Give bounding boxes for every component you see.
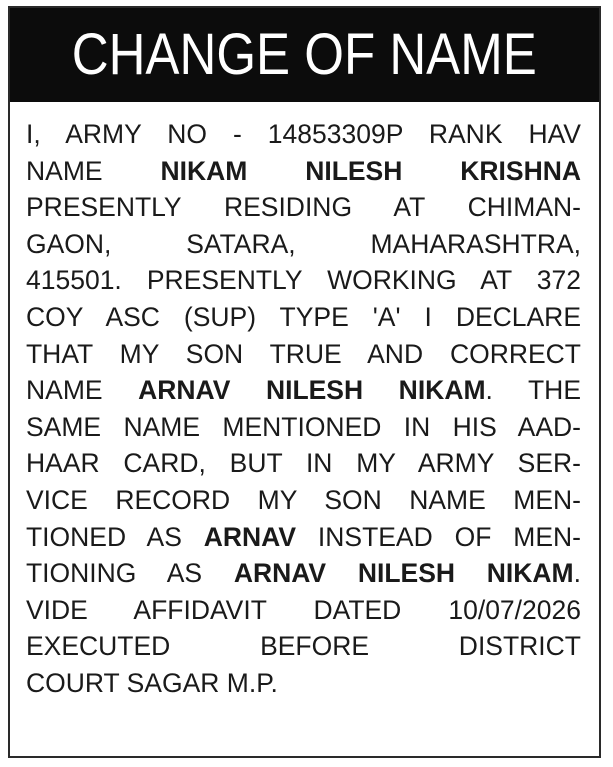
notice-text: TIONED AS (26, 521, 204, 552)
notice-text: COY ASC (SUP) TYPE 'A' I DECLARE (26, 301, 581, 332)
notice-line (26, 299, 581, 336)
notice-text: EXECUTED BEFORE DISTRICT (26, 631, 581, 662)
notice-header (10, 8, 599, 102)
notice-line (26, 336, 581, 373)
notice-text: THAT MY SON TRUE AND CORRECT (26, 338, 581, 369)
notice-text: NAME (26, 375, 139, 406)
notice-text: PRESENTLY RESIDING AT CHIMAN- (26, 192, 581, 223)
notice-text: . THE (485, 375, 581, 406)
notice-bold-name: ARNAV NILESH NIKAM (138, 375, 486, 406)
notice-line (26, 445, 581, 482)
notice-text: HAAR CARD, BUT IN MY ARMY SER- (26, 448, 581, 479)
notice-text: 415501. PRESENTLY WORKING AT 372 (26, 265, 581, 296)
notice-line (26, 592, 581, 629)
notice-text: GAON, SATARA, MAHARASHTRA, (26, 228, 581, 259)
notice-text: NAME (26, 155, 161, 186)
notice-line (26, 628, 581, 665)
notice-bold-name: ARNAV NILESH NIKAM (233, 558, 574, 589)
notice-text: VIDE AFFIDAVIT DATED 10/07/2026 (26, 594, 581, 625)
notice-line (26, 519, 581, 556)
notice-text: COURT SAGAR M.P. (26, 667, 278, 698)
notice-text: TIONING AS (26, 558, 234, 589)
notice-line (26, 189, 581, 226)
notice-text: I, ARMY NO - 14853309P RANK HAV (26, 119, 581, 149)
notice-text: INSTEAD OF MEN- (296, 521, 581, 552)
notice-text: . (573, 558, 582, 589)
change-of-name-notice (8, 6, 601, 758)
notice-line (26, 226, 581, 263)
notice-bold-name: NIKAM NILESH KRISHNA (160, 155, 581, 186)
notice-bold-name: ARNAV (203, 521, 297, 552)
notice-body-text (26, 116, 581, 702)
notice-line (26, 555, 581, 592)
notice-line (26, 665, 581, 702)
notice-text: VICE RECORD MY SON NAME MEN- (26, 484, 581, 515)
notice-title: CHANGE OF NAME (71, 22, 538, 87)
notice-line (26, 116, 581, 153)
notice-line (26, 409, 581, 446)
notice-line (26, 262, 581, 299)
notice-line (26, 482, 581, 519)
notice-text: SAME NAME MENTIONED IN HIS AAD- (26, 411, 581, 442)
notice-line (26, 153, 581, 190)
notice-line (26, 372, 581, 409)
